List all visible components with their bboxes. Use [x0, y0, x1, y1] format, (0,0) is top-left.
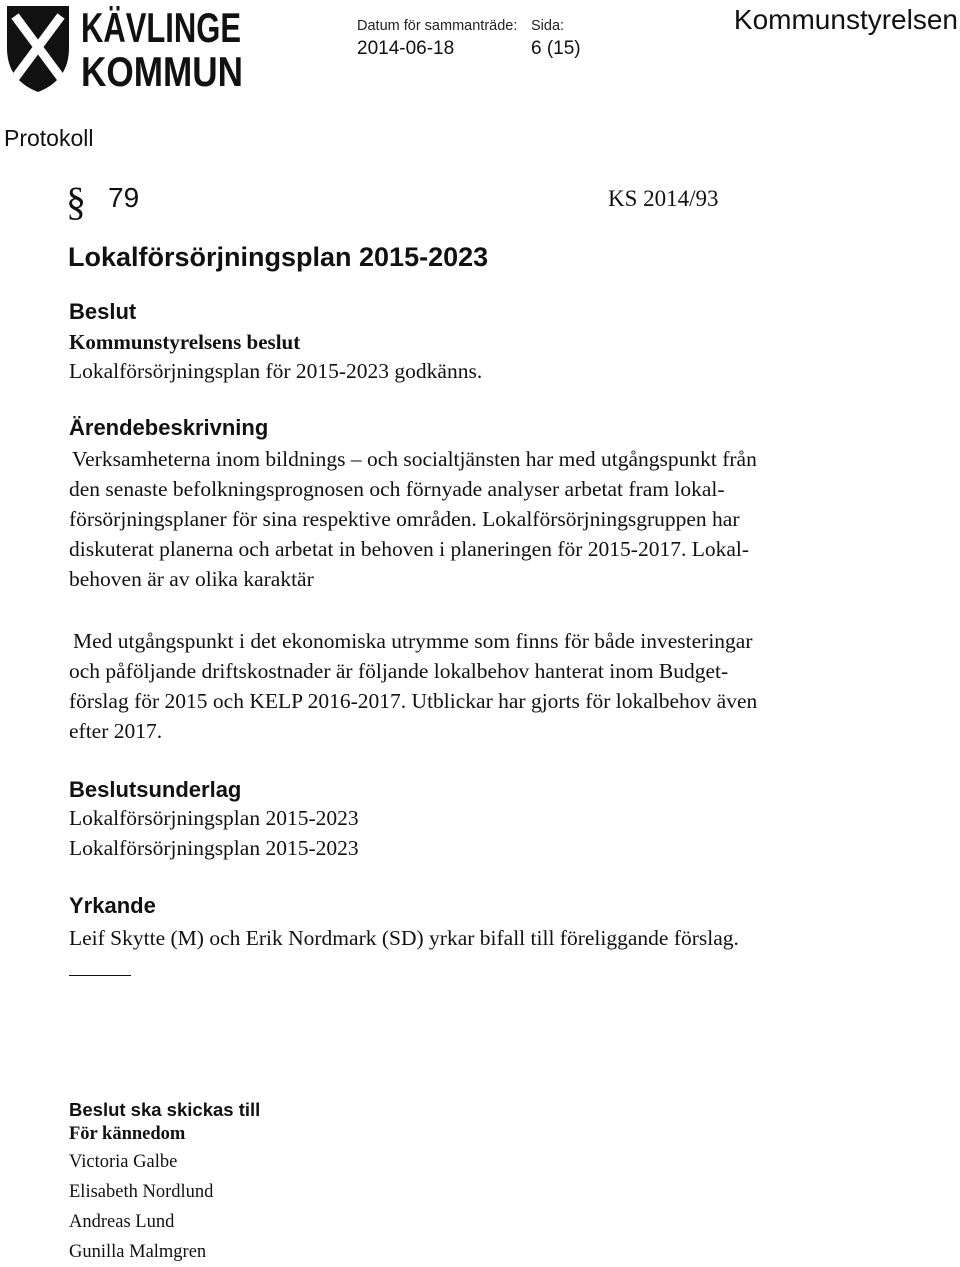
description-line: försörjningsplaner för sina respektive områden. Lokalförsörjningsgruppen har: [69, 507, 740, 531]
description-line: efter 2017.: [69, 719, 163, 743]
decision-text: Lokalförsörjningsplan för 2015-2023 godkänns.: [69, 359, 483, 383]
distribution-subheading: För kännedom: [69, 1124, 186, 1144]
end-rule: [69, 975, 131, 976]
recipient: Victoria Galbe: [69, 1152, 178, 1172]
case-reference: KS 2014/93: [608, 186, 719, 211]
description-line: Verksamheterna inom bildnings – och socialtjänsten har med utgångspunkt från: [72, 447, 757, 471]
description-line: den senaste befolkningsprognosen och förnyade analyser arbetat fram lokal-: [69, 477, 725, 501]
doc-type: Protokoll: [4, 125, 94, 151]
recipient: Andreas Lund: [69, 1212, 175, 1232]
description-line: behoven är av olika karaktär: [69, 567, 314, 591]
meeting-date-label: Datum för sammanträde:: [357, 18, 518, 34]
description-heading: Ärendebeskrivning: [69, 415, 269, 440]
basis-list: [69, 803, 869, 863]
basis-heading: Beslutsunderlag: [69, 777, 242, 802]
logo-shield-icon: [3, 2, 243, 94]
motion-text: Leif Skytte (M) och Erik Nordmark (SD) yrkar bifall till föreliggande förslag.: [69, 926, 739, 950]
description-line: diskuterat planerna och arbetat in behoven i planeringen för 2015-2017. Lokal-: [69, 537, 750, 561]
page-label: Sida:: [531, 18, 565, 34]
basis-item: Lokalförsörjningsplan 2015-2023: [69, 836, 359, 860]
basis-item: Lokalförsörjningsplan 2015-2023: [69, 806, 359, 830]
section-number: 79: [108, 182, 140, 213]
meeting-date-value: 2014-06-18: [357, 38, 455, 59]
description-line: och påföljande driftskostnader är följande lokalbehov hanterat inom Budget-: [69, 659, 729, 683]
recipient-list: [69, 1147, 869, 1267]
decision-subheading: Kommunstyrelsens beslut: [69, 330, 301, 354]
section-symbol: §: [66, 179, 86, 224]
motion-heading: Yrkande: [69, 893, 156, 918]
recipient: Elisabeth Nordlund: [69, 1182, 214, 1202]
logo-text-line2: KOMMUN: [81, 48, 243, 95]
municipality-logo: [3, 2, 243, 94]
section-title: Lokalförsörjningsplan 2015-2023: [68, 242, 489, 272]
description-paragraph-1: [69, 444, 869, 594]
decision-heading: Beslut: [69, 299, 137, 324]
committee-name: Kommunstyrelsen: [733, 4, 958, 35]
page-value: 6 (15): [531, 38, 581, 59]
description-line: förslag för 2015 och KELP 2016-2017. Utblickar har gjorts för lokalbehov även: [69, 689, 758, 713]
logo-text-line1: KÄVLINGE: [81, 4, 241, 51]
description-line: Med utgångspunkt i det ekonomiska utrymme som finns för både investeringar: [73, 629, 753, 653]
description-paragraph-2: [69, 626, 869, 746]
distribution-heading: Beslut ska skickas till: [69, 1099, 261, 1120]
recipient: Gunilla Malmgren: [69, 1242, 207, 1262]
